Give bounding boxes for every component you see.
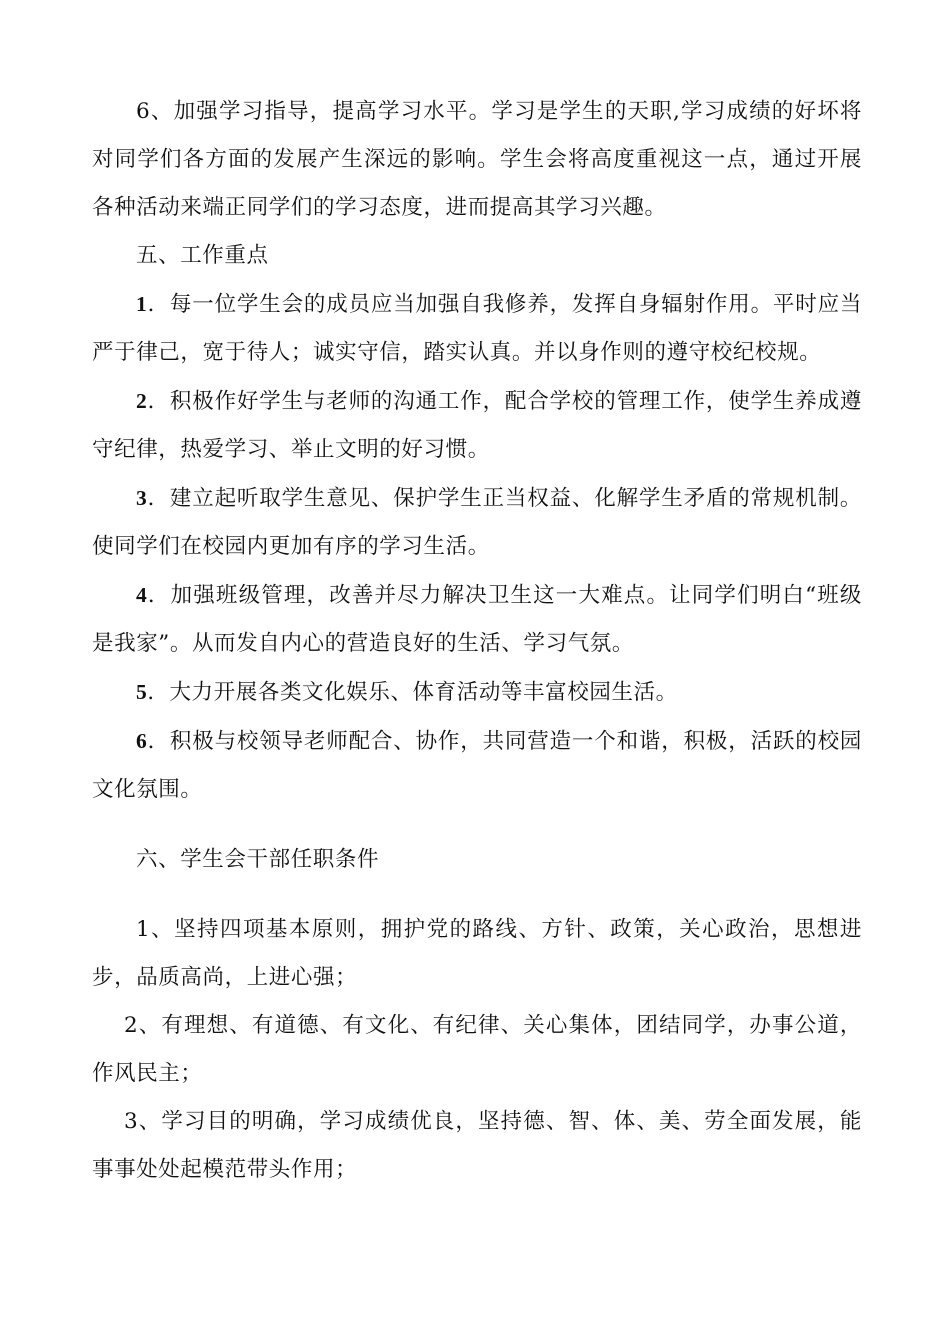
paragraph-text: ．大力开展各类文化娱乐、体育活动等丰富校园生活。 bbox=[147, 680, 678, 705]
item-number: 5 bbox=[136, 680, 148, 704]
paragraph-text: ．加强班级管理，改善并尽力解决卫生这一大难点。让同学们明白“班级是我家”。从而发自内心的营造良好的生活、学习气氛。 bbox=[92, 583, 862, 656]
item-number: 4 bbox=[136, 583, 148, 607]
paragraph-condition-2 bbox=[92, 1002, 862, 1098]
paragraph-condition-1 bbox=[92, 906, 862, 1002]
heading-text: 五、工作重点 bbox=[136, 243, 269, 268]
section-heading-work-focus bbox=[92, 232, 862, 280]
section-heading-cadre-conditions bbox=[92, 836, 862, 884]
paragraph-focus-6 bbox=[92, 717, 862, 814]
paragraph-text: 1、坚持四项基本原则，拥护党的路线、方针、政策，关心政治，思想进步，品质高尚，上进心强； bbox=[92, 917, 862, 990]
paragraph-text: 6、加强学习指导，提高学习水平。学习是学生的天职,学习成绩的好坏将对同学们各方面的发展产生深远的影响。学生会将高度重视这一点，通过开展各种活动来端正同学们的学习态度，进而提高其学习兴趣。 bbox=[92, 99, 862, 220]
paragraph-focus-5 bbox=[92, 668, 862, 717]
paragraph-text: ．建立起听取学生意见、保护学生正当权益、化解学生矛盾的常规机制。使同学们在校园内更加有序的学习生活。 bbox=[92, 486, 862, 559]
item-number: 3 bbox=[136, 486, 148, 510]
paragraph-text: ．积极作好学生与老师的沟通工作，配合学校的管理工作，使学生养成遵守纪律，热爱学习、举止文明的好习惯。 bbox=[92, 389, 862, 462]
paragraph-focus-3 bbox=[92, 474, 862, 571]
paragraph-text: 3、学习目的明确，学习成绩优良，坚持德、智、体、美、劳全面发展，能事事处处起模范带头作用； bbox=[92, 1109, 862, 1182]
document-page bbox=[92, 88, 862, 1194]
heading-text: 六、学生会干部任职条件 bbox=[136, 847, 380, 872]
paragraph-focus-1 bbox=[92, 280, 862, 377]
paragraph-focus-2 bbox=[92, 377, 862, 474]
paragraph-text: ．积极与校领导老师配合、协作，共同营造一个和谐，积极，活跃的校园文化氛围。 bbox=[92, 729, 862, 802]
item-number: 6 bbox=[136, 729, 148, 753]
paragraph-focus-4 bbox=[92, 571, 862, 668]
paragraph-text: ．每一位学生会的成员应当加强自我修养，发挥自身辐射作用。平时应当严于律己，宽于待人；诚实守信，踏实认真。并以身作则的遵守校纪校规。 bbox=[92, 292, 862, 365]
item-number: 2 bbox=[136, 389, 148, 413]
paragraph-condition-3 bbox=[92, 1098, 862, 1194]
paragraph-text: 2、有理想、有道德、有文化、有纪律、关心集体，团结同学，办事公道，作风民主； bbox=[92, 1013, 862, 1086]
paragraph-study-guidance bbox=[92, 88, 862, 232]
item-number: 1 bbox=[136, 292, 148, 316]
